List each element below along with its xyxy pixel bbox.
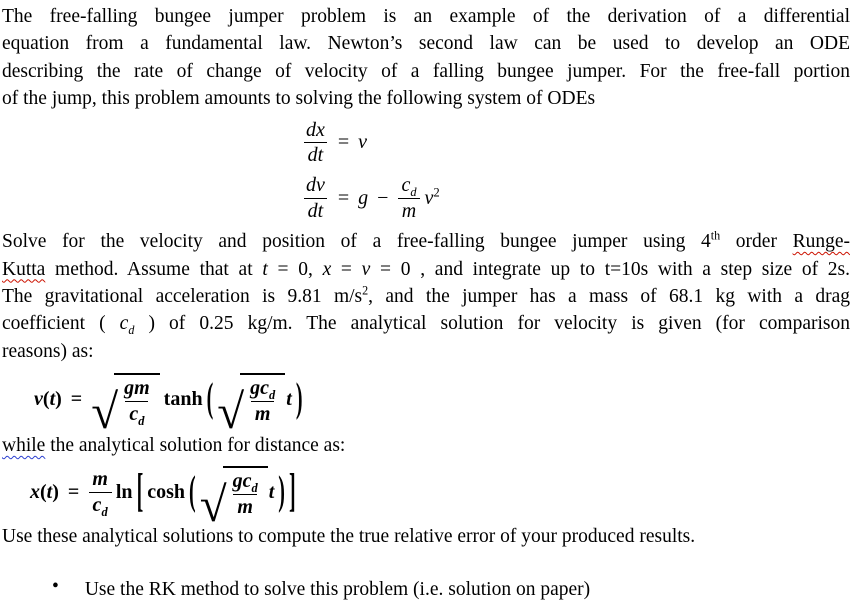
text-line bbox=[2, 310, 850, 337]
fraction-numerator bbox=[397, 174, 420, 200]
math-variable: gc bbox=[250, 377, 270, 400]
fraction-denominator: m bbox=[233, 494, 257, 518]
math-variable: t bbox=[286, 387, 292, 410]
text: Solve for the velocity and position of a free-falling bungee jumper using 4 bbox=[2, 231, 711, 253]
equals-sign: = bbox=[70, 387, 83, 410]
fraction-denominator: dt bbox=[304, 142, 328, 166]
fraction bbox=[229, 470, 262, 518]
subscript: d bbox=[410, 185, 417, 200]
equals-sign: = bbox=[67, 480, 80, 503]
math-variable: c bbox=[401, 174, 411, 197]
paren: ( bbox=[42, 387, 50, 410]
math-variable: t bbox=[46, 480, 53, 503]
fraction bbox=[120, 377, 154, 428]
fraction-numerator: gm bbox=[124, 377, 150, 400]
fraction bbox=[302, 119, 329, 167]
paragraph-problem bbox=[2, 228, 850, 365]
fraction-denominator: dt bbox=[304, 198, 328, 222]
closing-line bbox=[2, 523, 850, 550]
subscript: d bbox=[269, 388, 276, 403]
text: coefficient ( bbox=[2, 313, 120, 335]
text: of the jump, this problem amounts to solving the following system of ODEs bbox=[2, 88, 596, 110]
math-variable: t bbox=[49, 387, 56, 410]
fraction-numerator bbox=[246, 377, 279, 403]
subscript: d bbox=[101, 504, 108, 519]
fraction-denominator: m bbox=[251, 401, 275, 425]
paren: ) bbox=[52, 480, 59, 503]
equation-distance-analytical bbox=[28, 465, 850, 533]
text: order bbox=[720, 231, 793, 253]
text-line bbox=[2, 58, 850, 85]
text: describing the rate of change of velocity of a falling bungee jumper. For the free-fall portion bbox=[2, 60, 850, 82]
math-variable: c bbox=[129, 402, 139, 425]
paragraph-intro bbox=[2, 3, 850, 113]
math-variable: v bbox=[424, 186, 434, 209]
square-root: √ $\frac{gc_d}{m}$ bbox=[200, 466, 268, 518]
subscript: d bbox=[128, 323, 135, 338]
grammar-word: while bbox=[2, 435, 46, 456]
text: = 0, bbox=[267, 258, 323, 280]
math-variable: v bbox=[34, 387, 43, 410]
fraction-denominator bbox=[125, 401, 148, 428]
big-bracket-open: [ bbox=[136, 465, 144, 517]
bullet-text: Use the RK method to solve this problem (i.e. solution on paper) bbox=[84, 578, 591, 600]
text: ) of 0.25 kg/m. The analytical solution for velocity is given (for comparison bbox=[134, 313, 850, 335]
math-term bbox=[425, 187, 440, 210]
text: method. Assume that at bbox=[45, 258, 263, 280]
fraction-denominator: m bbox=[398, 198, 420, 222]
text-line bbox=[2, 256, 850, 283]
big-bracket-close: ] bbox=[288, 465, 296, 517]
fraction bbox=[246, 377, 279, 425]
transition-line bbox=[2, 432, 850, 459]
radicand bbox=[223, 466, 268, 518]
math-variable: c bbox=[119, 313, 129, 335]
math-variable: g bbox=[358, 186, 369, 209]
fraction-numerator bbox=[229, 470, 262, 496]
text: reasons) as: bbox=[2, 340, 94, 362]
math-variable: v bbox=[361, 258, 371, 280]
math-lhs bbox=[30, 481, 59, 504]
fraction-denominator bbox=[89, 492, 112, 519]
square-root: √ $\frac{gm}{c_d}$ bbox=[91, 373, 159, 425]
math-function: cosh bbox=[147, 480, 186, 503]
subscript: d bbox=[251, 481, 258, 496]
big-paren-close: ) bbox=[295, 375, 303, 421]
spellcheck-word: Runge- bbox=[792, 231, 850, 253]
fraction bbox=[302, 174, 329, 222]
big-paren-open: ( bbox=[206, 375, 214, 421]
radicand bbox=[114, 373, 160, 428]
math-variable: t bbox=[262, 258, 268, 280]
text-line bbox=[2, 30, 850, 57]
text: , and the jumper has a mass of 68.1 kg with a drag bbox=[368, 286, 850, 307]
equation-velocity-analytical bbox=[32, 373, 850, 440]
big-paren-open: ( bbox=[189, 468, 196, 514]
text: Use these analytical solutions to compute the true relative error of your produced results. bbox=[2, 526, 696, 548]
fraction-numerator: m bbox=[92, 468, 108, 491]
big-paren-close: ) bbox=[278, 468, 285, 514]
text-line bbox=[2, 85, 850, 112]
superscript: 2 bbox=[433, 185, 440, 200]
equation-dv-dt bbox=[300, 174, 850, 222]
fraction bbox=[397, 174, 420, 222]
equals-sign: = bbox=[337, 186, 350, 209]
equation-dx-dt bbox=[300, 119, 850, 167]
paren: ( bbox=[40, 480, 47, 503]
radicand bbox=[240, 373, 285, 425]
text: equation from a fundamental law. Newton’s second law can be used to develop an ODE bbox=[2, 33, 850, 55]
bullet-marker: • bbox=[52, 575, 59, 597]
text: The gravitational acceleration is 9.81 m/s bbox=[2, 286, 363, 307]
math-variable: v bbox=[358, 131, 368, 154]
fraction-numerator: dv bbox=[306, 174, 325, 197]
subscript: d bbox=[138, 413, 145, 428]
text: = bbox=[331, 258, 362, 280]
spellcheck-word: Kutta bbox=[2, 258, 46, 280]
square-root: √ $\frac{gc_d}{m}$ bbox=[217, 373, 285, 425]
text-line bbox=[2, 338, 850, 365]
math-variable: x bbox=[30, 480, 40, 503]
text: The free-falling bungee jumper problem is an example of the derivation of a differential bbox=[2, 6, 850, 27]
fraction bbox=[88, 468, 112, 519]
math-lhs bbox=[34, 388, 62, 411]
text: = 0 , and integrate up to t=10s with a step size of 2s. bbox=[370, 258, 851, 280]
text-line bbox=[2, 228, 850, 255]
text-line bbox=[2, 283, 850, 310]
text: the analytical solution for distance as: bbox=[45, 435, 346, 456]
equals-sign: = bbox=[337, 131, 350, 154]
math-function: tanh bbox=[163, 387, 203, 410]
math-function: ln bbox=[115, 480, 133, 503]
minus-sign: − bbox=[377, 186, 389, 209]
superscript: th bbox=[710, 228, 721, 243]
math-variable: t bbox=[268, 480, 275, 503]
superscript: 2 bbox=[362, 283, 369, 298]
math-variable: c bbox=[92, 493, 102, 516]
math-variable: x bbox=[322, 258, 332, 280]
math-variable: gc bbox=[232, 470, 252, 493]
paren: ) bbox=[55, 387, 62, 410]
fraction-numerator: dx bbox=[306, 118, 325, 141]
text-line bbox=[2, 3, 850, 30]
